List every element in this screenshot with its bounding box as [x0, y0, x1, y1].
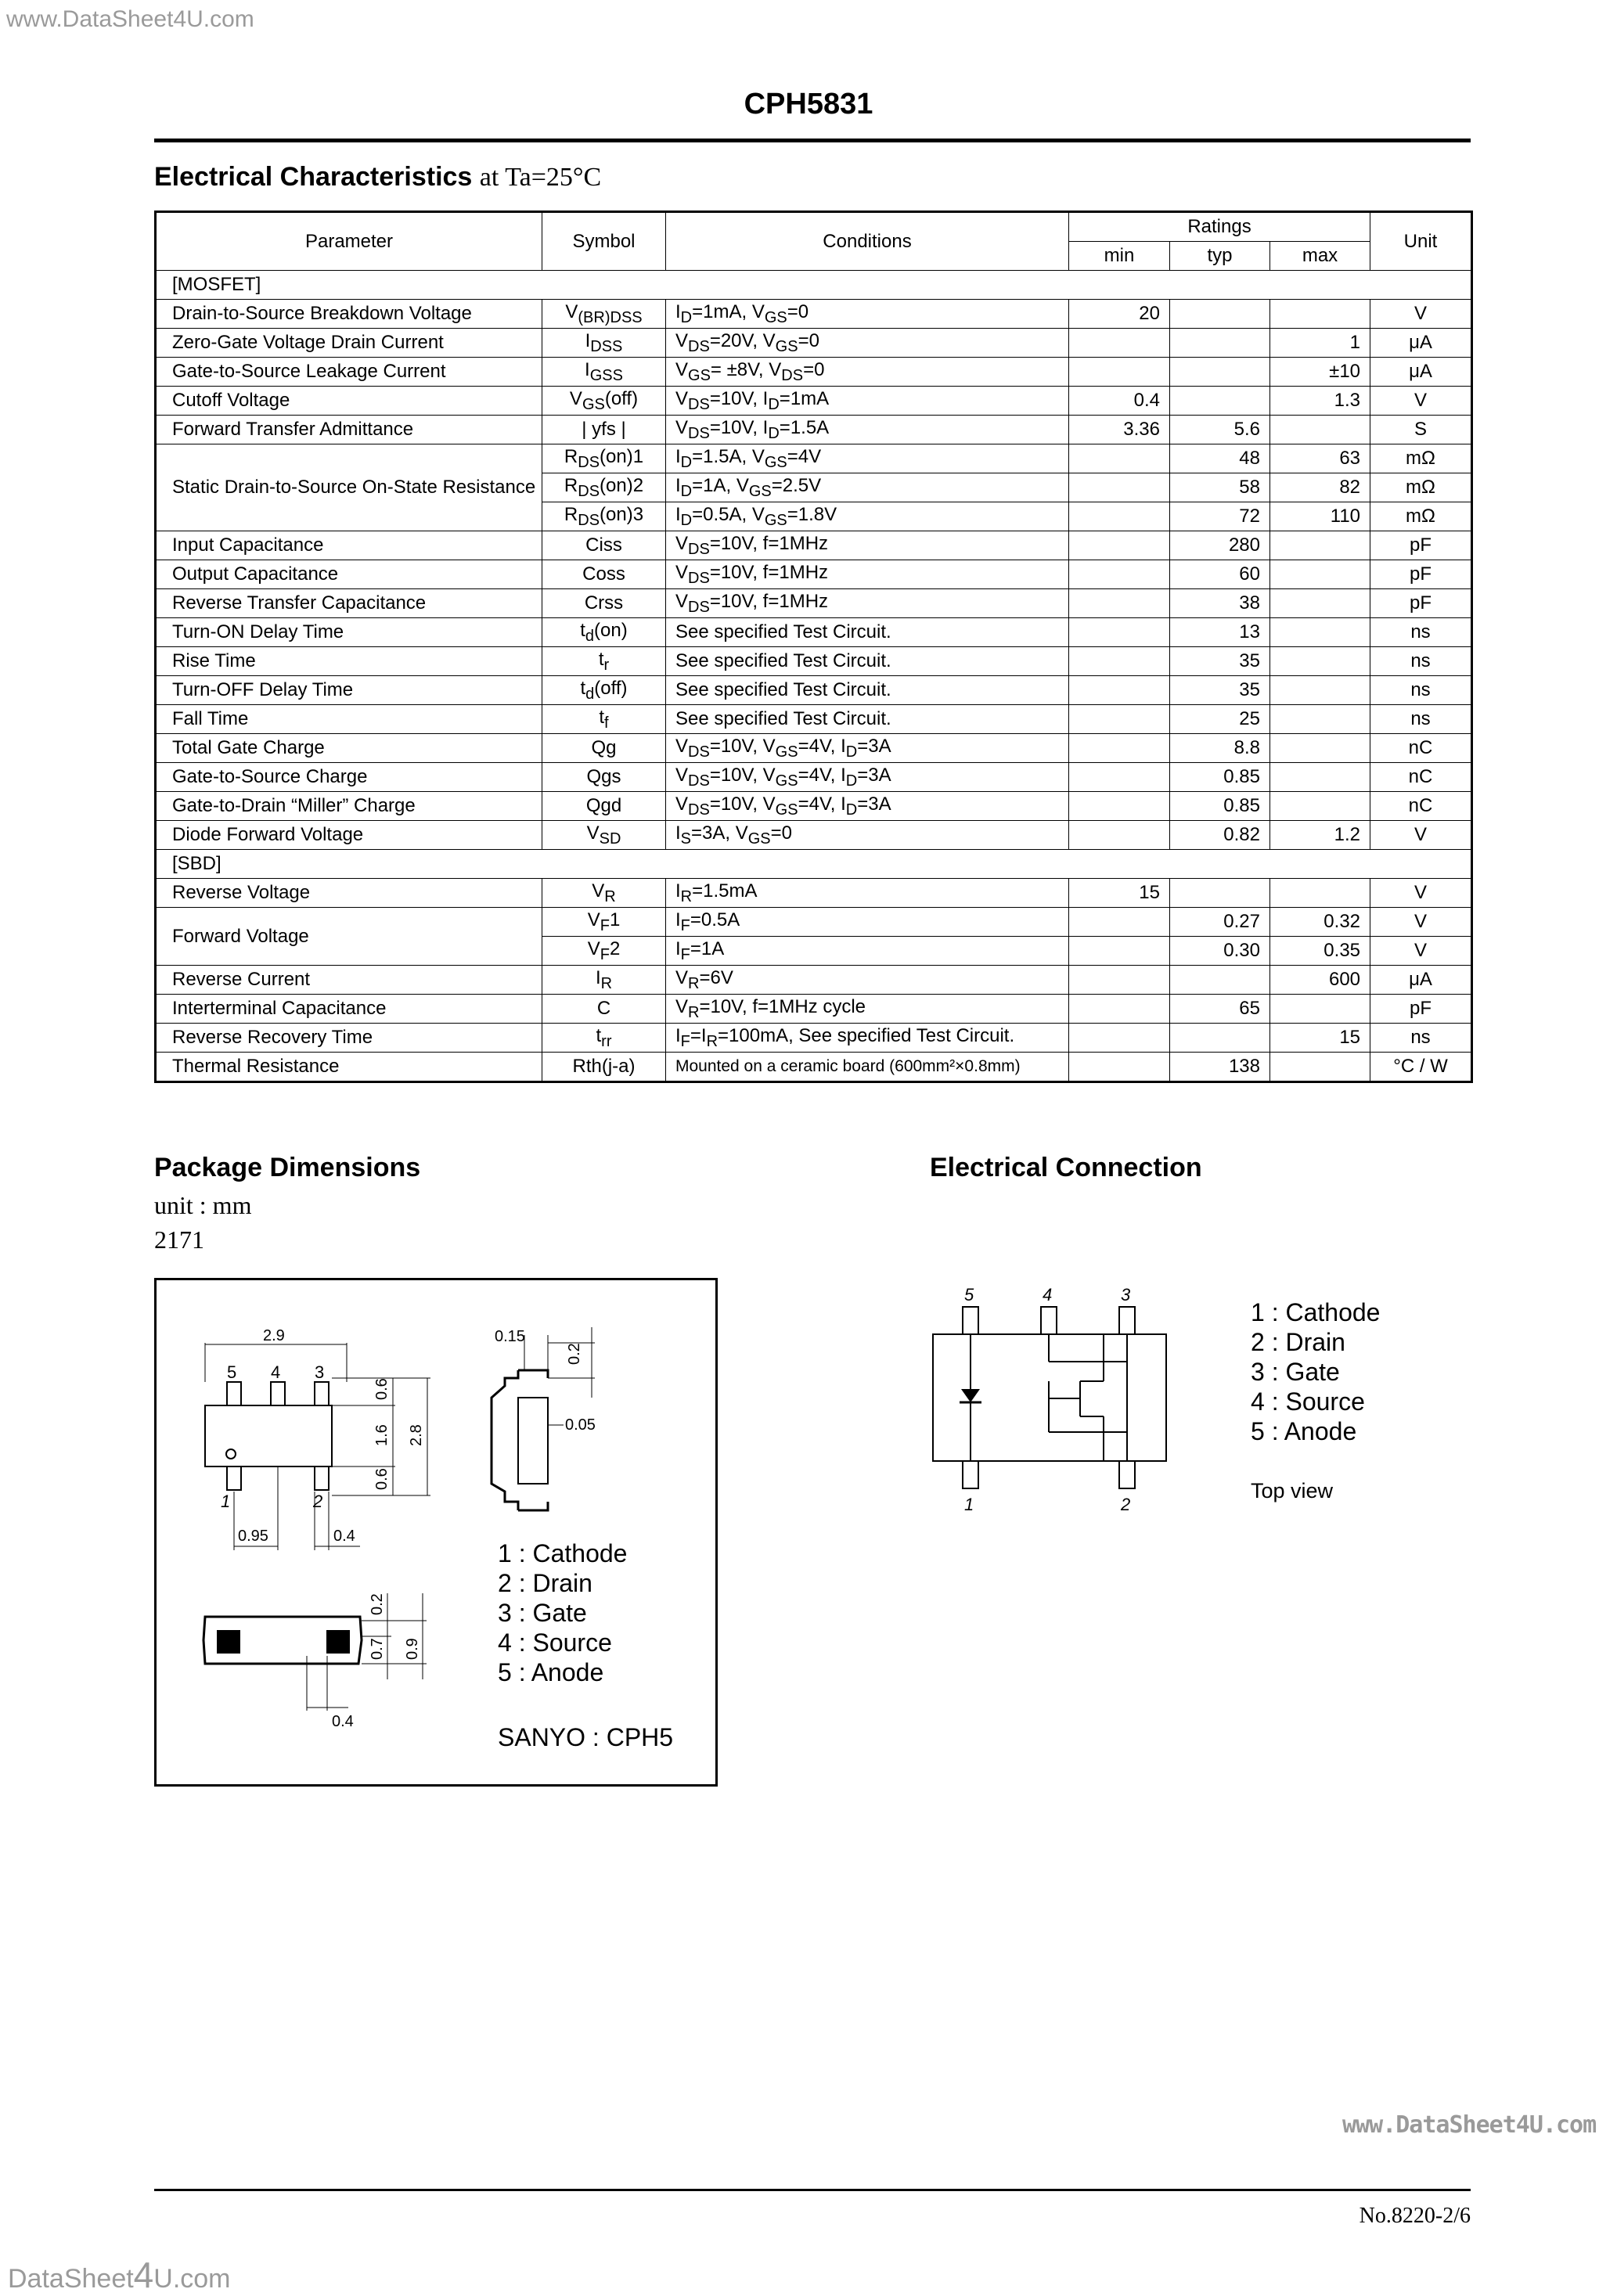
- min-cell: [1069, 473, 1170, 502]
- dim-2-9: 2.9: [263, 1327, 285, 1344]
- condition-cell: $V_{DS}=20V$, $V_{GS}=0$: [666, 329, 1069, 358]
- typ-cell: 0.82: [1170, 821, 1270, 850]
- condition-cell: $I_D=1mA$, $V_{GS}=0$: [666, 300, 1069, 329]
- package-pin-legend: [498, 1538, 627, 1687]
- symbol-cell: $t_f$: [542, 705, 666, 734]
- param-cell: Thermal Resistance: [156, 1053, 542, 1082]
- page-number: No.8220-2/6: [1359, 2204, 1471, 2228]
- package-maker: SANYO : CPH5: [498, 1723, 674, 1751]
- pkg-pin-2: 2: [313, 1492, 323, 1511]
- typ-cell: 0.27: [1170, 908, 1270, 937]
- table-row: [156, 329, 1472, 358]
- unit-cell: nC: [1370, 763, 1472, 792]
- condition-cell: See specified Test Circuit.: [666, 705, 1069, 734]
- dim-1-6: 1.6: [373, 1424, 391, 1446]
- max-cell: 0.35: [1270, 937, 1370, 966]
- table-row: [156, 300, 1472, 329]
- table-row: [156, 705, 1472, 734]
- condition-cell: $V_R=6V$: [666, 966, 1069, 995]
- condition-cell: See specified Test Circuit.: [666, 676, 1069, 705]
- conn-pin-1: 1: [964, 1495, 974, 1514]
- col-parameter: Parameter: [156, 212, 542, 271]
- symbol-cell: Qgd: [542, 792, 666, 821]
- col-min: min: [1069, 242, 1170, 271]
- min-cell: [1069, 589, 1170, 618]
- connection-pin-legend: [1251, 1297, 1380, 1446]
- legend-item: 4 : Source: [498, 1628, 612, 1657]
- symbol-cell: C: [542, 995, 666, 1024]
- max-cell: 82: [1270, 473, 1370, 502]
- min-cell: [1069, 329, 1170, 358]
- param-cell: Forward Voltage: [156, 908, 542, 966]
- unit-cell: mΩ: [1370, 444, 1472, 473]
- condition-cell: $V_{DS}=10V$, f=1MHz: [666, 531, 1069, 560]
- typ-cell: 13: [1170, 618, 1270, 647]
- table-header-row: [156, 212, 1472, 242]
- table-row: [156, 676, 1472, 705]
- dim-0-15: 0.15: [495, 1328, 525, 1345]
- symbol-cell: Qgs: [542, 763, 666, 792]
- footer-rule: [154, 2189, 1471, 2191]
- max-cell: [1270, 734, 1370, 763]
- electrical-connection-title: Electrical Connection: [930, 1153, 1202, 1182]
- max-cell: [1270, 1053, 1370, 1082]
- param-cell: Reverse Current: [156, 966, 542, 995]
- unit-cell: pF: [1370, 560, 1472, 589]
- max-cell: [1270, 300, 1370, 329]
- symbol-cell: Rth(j-a): [542, 1053, 666, 1082]
- section-mosfet: [MOSFET]: [156, 271, 1472, 300]
- symbol-cell: Coss: [542, 560, 666, 589]
- table-row: [156, 560, 1472, 589]
- typ-cell: 8.8: [1170, 734, 1270, 763]
- ec-title: Electrical Characteristics: [154, 162, 473, 192]
- col-ratings: Ratings: [1069, 212, 1370, 242]
- condition-cell: $I_D=1.5A$, $V_{GS}=4V$: [666, 444, 1069, 473]
- legend-item: 1 : Cathode: [498, 1539, 628, 1567]
- symbol-cell: $V_F1$: [542, 908, 666, 937]
- pkg-pin-3: 3: [315, 1362, 325, 1382]
- param-cell: Gate-to-Source Charge: [156, 763, 542, 792]
- condition-cell: $V_{DS}=10V$, $I_D=1.5A$: [666, 416, 1069, 444]
- table-row: [156, 618, 1472, 647]
- package-drawing: [157, 1280, 720, 1789]
- col-symbol: Symbol: [542, 212, 666, 271]
- table-row: [156, 1053, 1472, 1082]
- min-cell: [1069, 763, 1170, 792]
- max-cell: [1270, 995, 1370, 1024]
- max-cell: [1270, 531, 1370, 560]
- symbol-cell: $V_{SD}$: [542, 821, 666, 850]
- legend-item: 1 : Cathode: [1251, 1298, 1381, 1326]
- typ-cell: 65: [1170, 995, 1270, 1024]
- legend-item: 2 : Drain: [1251, 1328, 1345, 1356]
- max-cell: [1270, 879, 1370, 908]
- document-title: CPH5831: [744, 88, 873, 121]
- symbol-cell: $V_{(BR)DSS}$: [542, 300, 666, 329]
- min-cell: [1069, 792, 1170, 821]
- unit-cell: V: [1370, 387, 1472, 416]
- symbol-cell: $V_R$: [542, 879, 666, 908]
- condition-cell: See specified Test Circuit.: [666, 647, 1069, 676]
- condition-cell: Mounted on a ceramic board (600mm²×0.8mm): [666, 1053, 1069, 1082]
- legend-item: 2 : Drain: [498, 1569, 592, 1597]
- max-cell: 63: [1270, 444, 1370, 473]
- unit-cell: mΩ: [1370, 502, 1472, 531]
- condition-cell: $I_F=I_R=100mA$, See specified Test Circuit.: [666, 1024, 1069, 1053]
- max-cell: [1270, 763, 1370, 792]
- param-cell: Reverse Recovery Time: [156, 1024, 542, 1053]
- dim-2-8: 2.8: [408, 1424, 425, 1446]
- dim-0-9: 0.9: [404, 1638, 421, 1660]
- diode-icon: [960, 1389, 981, 1402]
- header-rule: [154, 139, 1471, 142]
- param-cell: Gate-to-Drain “Miller” Charge: [156, 792, 542, 821]
- unit-cell: °C / W: [1370, 1053, 1472, 1082]
- table-row: [156, 647, 1472, 676]
- max-cell: [1270, 792, 1370, 821]
- condition-cell: $I_D=0.5A$, $V_{GS}=1.8V$: [666, 502, 1069, 531]
- symbol-cell: Crss: [542, 589, 666, 618]
- max-cell: ±10: [1270, 358, 1370, 387]
- min-cell: [1069, 531, 1170, 560]
- col-typ: typ: [1170, 242, 1270, 271]
- min-cell: [1069, 705, 1170, 734]
- dim-0-6-top: 0.6: [373, 1378, 391, 1400]
- param-cell: Total Gate Charge: [156, 734, 542, 763]
- pkg-pin-1: 1: [221, 1492, 231, 1511]
- section-row: [156, 850, 1472, 879]
- symbol-cell: $R_{DS}(on)3$: [542, 502, 666, 531]
- min-cell: [1069, 647, 1170, 676]
- symbol-cell: $t_d(off)$: [542, 676, 666, 705]
- condition-cell: $V_R=10V$, f=1MHz cycle: [666, 995, 1069, 1024]
- param-cell: Gate-to-Source Leakage Current: [156, 358, 542, 387]
- dim-0-4-end: 0.4: [332, 1713, 354, 1730]
- typ-cell: 138: [1170, 1053, 1270, 1082]
- max-cell: [1270, 560, 1370, 589]
- unit-cell: ns: [1370, 647, 1472, 676]
- watermark-bottom: DataSheet4U.com: [8, 2255, 231, 2295]
- param-cell: Cutoff Voltage: [156, 387, 542, 416]
- package-dimensions-title: Package Dimensions: [154, 1153, 421, 1182]
- condition-cell: $V_{DS}=10V$, $V_{GS}=4V$, $I_D=3A$: [666, 763, 1069, 792]
- min-cell: 20: [1069, 300, 1170, 329]
- typ-cell: [1170, 879, 1270, 908]
- unit-cell: V: [1370, 821, 1472, 850]
- table-row: [156, 763, 1472, 792]
- package-drawing-box: [154, 1278, 718, 1787]
- typ-cell: 35: [1170, 676, 1270, 705]
- min-cell: [1069, 995, 1170, 1024]
- symbol-cell: Qg: [542, 734, 666, 763]
- table-row: [156, 387, 1472, 416]
- max-cell: 600: [1270, 966, 1370, 995]
- typ-cell: 60: [1170, 560, 1270, 589]
- package-unit: unit : mm: [154, 1191, 252, 1219]
- typ-cell: 38: [1170, 589, 1270, 618]
- typ-cell: [1170, 358, 1270, 387]
- min-cell: [1069, 1024, 1170, 1053]
- condition-cell: $V_{DS}=10V$, f=1MHz: [666, 589, 1069, 618]
- max-cell: [1270, 705, 1370, 734]
- condition-cell: $V_{DS}=10V$, $V_{GS}=4V$, $I_D=3A$: [666, 734, 1069, 763]
- max-cell: [1270, 618, 1370, 647]
- dim-0-05: 0.05: [565, 1416, 596, 1434]
- unit-cell: S: [1370, 416, 1472, 444]
- param-cell: Forward Transfer Admittance: [156, 416, 542, 444]
- typ-cell: 5.6: [1170, 416, 1270, 444]
- legend-item: 3 : Gate: [1251, 1358, 1340, 1386]
- symbol-cell: $I_{DSS}$: [542, 329, 666, 358]
- condition-cell: $I_D=1A$, $V_{GS}=2.5V$: [666, 473, 1069, 502]
- unit-cell: pF: [1370, 589, 1472, 618]
- table-row: [156, 792, 1472, 821]
- unit-cell: μA: [1370, 329, 1472, 358]
- table-row: [156, 589, 1472, 618]
- dim-0-95: 0.95: [238, 1528, 268, 1545]
- ec-subtitle: at Ta=25°C: [479, 163, 602, 192]
- condition-cell: $V_{GS}= \pm 8V$, $V_{DS}=0$: [666, 358, 1069, 387]
- min-cell: [1069, 966, 1170, 995]
- min-cell: [1069, 821, 1170, 850]
- param-cell: Turn-OFF Delay Time: [156, 676, 542, 705]
- unit-cell: V: [1370, 879, 1472, 908]
- legend-item: 5 : Anode: [1251, 1417, 1357, 1445]
- unit-cell: nC: [1370, 792, 1472, 821]
- typ-cell: 48: [1170, 444, 1270, 473]
- min-cell: [1069, 1053, 1170, 1082]
- max-cell: [1270, 416, 1370, 444]
- col-unit: Unit: [1370, 212, 1472, 271]
- min-cell: 0.4: [1069, 387, 1170, 416]
- legend-item: 4 : Source: [1251, 1387, 1365, 1416]
- table-row: [156, 821, 1472, 850]
- table-row: [156, 734, 1472, 763]
- max-cell: [1270, 647, 1370, 676]
- conn-pin-3: 3: [1121, 1285, 1131, 1305]
- table-row: [156, 908, 1472, 937]
- symbol-cell: Ciss: [542, 531, 666, 560]
- table-row: [156, 966, 1472, 995]
- typ-cell: 58: [1170, 473, 1270, 502]
- col-max: max: [1270, 242, 1370, 271]
- table-row: [156, 358, 1472, 387]
- unit-cell: nC: [1370, 734, 1472, 763]
- pkg-pin-4: 4: [271, 1362, 281, 1382]
- symbol-cell: $R_{DS}(on)1$: [542, 444, 666, 473]
- unit-cell: μA: [1370, 966, 1472, 995]
- typ-cell: 0.30: [1170, 937, 1270, 966]
- unit-cell: ns: [1370, 676, 1472, 705]
- condition-cell: $I_F=0.5A$: [666, 908, 1069, 937]
- table-row: [156, 879, 1472, 908]
- typ-cell: 35: [1170, 647, 1270, 676]
- unit-cell: V: [1370, 300, 1472, 329]
- section-sbd: [SBD]: [156, 850, 1472, 879]
- max-cell: [1270, 589, 1370, 618]
- dim-0-2-end: 0.2: [369, 1593, 386, 1615]
- conn-pin-2: 2: [1121, 1495, 1131, 1514]
- min-cell: [1069, 444, 1170, 473]
- symbol-cell: $t_d(on)$: [542, 618, 666, 647]
- legend-item: 3 : Gate: [498, 1599, 587, 1627]
- max-cell: 0.32: [1270, 908, 1370, 937]
- symbol-cell: $t_{rr}$: [542, 1024, 666, 1053]
- symbol-cell: $t_r$: [542, 647, 666, 676]
- condition-cell: $I_F=1A$: [666, 937, 1069, 966]
- unit-cell: mΩ: [1370, 473, 1472, 502]
- dim-0-4-top: 0.4: [333, 1528, 355, 1545]
- unit-cell: ns: [1370, 1024, 1472, 1053]
- min-cell: [1069, 908, 1170, 937]
- watermark-right: www.DataSheet4U.com: [1342, 2111, 1597, 2139]
- unit-cell: ns: [1370, 618, 1472, 647]
- min-cell: 15: [1069, 879, 1170, 908]
- min-cell: [1069, 502, 1170, 531]
- min-cell: [1069, 618, 1170, 647]
- conn-pin-4: 4: [1043, 1285, 1053, 1305]
- max-cell: 1: [1270, 329, 1370, 358]
- param-cell: Fall Time: [156, 705, 542, 734]
- symbol-cell: $I_{GSS}$: [542, 358, 666, 387]
- typ-cell: 25: [1170, 705, 1270, 734]
- pkg-pin-5: 5: [227, 1362, 237, 1382]
- conn-pin-5: 5: [964, 1285, 974, 1305]
- table-row: [156, 416, 1472, 444]
- typ-cell: [1170, 1024, 1270, 1053]
- max-cell: 15: [1270, 1024, 1370, 1053]
- unit-cell: pF: [1370, 995, 1472, 1024]
- table-row: [156, 1024, 1472, 1053]
- symbol-cell: | yfs |: [542, 416, 666, 444]
- symbol-cell: $V_F2$: [542, 937, 666, 966]
- max-cell: 1.3: [1270, 387, 1370, 416]
- dim-0-6-bottom: 0.6: [373, 1468, 391, 1490]
- table-row: [156, 995, 1472, 1024]
- param-cell: Turn-ON Delay Time: [156, 618, 542, 647]
- condition-cell: $I_S=3A$, $V_{GS}=0$: [666, 821, 1069, 850]
- dim-0-2-side: 0.2: [566, 1343, 583, 1365]
- min-cell: [1069, 734, 1170, 763]
- symbol-cell: $V_{GS}(off)$: [542, 387, 666, 416]
- table-row: [156, 531, 1472, 560]
- ec-heading: [154, 162, 601, 193]
- legend-item: 5 : Anode: [498, 1658, 604, 1686]
- param-cell: Interterminal Capacitance: [156, 995, 542, 1024]
- typ-cell: 0.85: [1170, 763, 1270, 792]
- dim-0-7: 0.7: [369, 1638, 386, 1660]
- connection-diagram: [924, 1268, 1190, 1526]
- min-cell: [1069, 358, 1170, 387]
- package-body-top-view: [205, 1405, 332, 1466]
- symbol-cell: $R_{DS}(on)2$: [542, 473, 666, 502]
- max-cell: 1.2: [1270, 821, 1370, 850]
- condition-cell: $V_{DS}=10V$, f=1MHz: [666, 560, 1069, 589]
- symbol-cell: $I_R$: [542, 966, 666, 995]
- typ-cell: [1170, 329, 1270, 358]
- condition-cell: $I_R=1.5mA$: [666, 879, 1069, 908]
- max-cell: 110: [1270, 502, 1370, 531]
- condition-cell: See specified Test Circuit.: [666, 618, 1069, 647]
- param-cell: Input Capacitance: [156, 531, 542, 560]
- typ-cell: [1170, 300, 1270, 329]
- typ-cell: 0.85: [1170, 792, 1270, 821]
- table-row: [156, 444, 1472, 473]
- package-code: 2171: [154, 1225, 204, 1254]
- unit-cell: μA: [1370, 358, 1472, 387]
- typ-cell: 72: [1170, 502, 1270, 531]
- unit-cell: V: [1370, 937, 1472, 966]
- min-cell: [1069, 560, 1170, 589]
- min-cell: 3.36: [1069, 416, 1170, 444]
- max-cell: [1270, 676, 1370, 705]
- param-cell: Static Drain-to-Source On-State Resistance: [156, 444, 542, 531]
- param-cell: Rise Time: [156, 647, 542, 676]
- condition-cell: $V_{DS}=10V$, $V_{GS}=4V$, $I_D=3A$: [666, 792, 1069, 821]
- param-cell: Reverse Voltage: [156, 879, 542, 908]
- typ-cell: [1170, 387, 1270, 416]
- electrical-characteristics-table: [154, 211, 1473, 1083]
- condition-cell: $V_{DS}=10V$, $I_D=1mA$: [666, 387, 1069, 416]
- param-cell: Reverse Transfer Capacitance: [156, 589, 542, 618]
- typ-cell: 280: [1170, 531, 1270, 560]
- unit-cell: ns: [1370, 705, 1472, 734]
- min-cell: [1069, 676, 1170, 705]
- param-cell: Zero-Gate Voltage Drain Current: [156, 329, 542, 358]
- col-conditions: Conditions: [666, 212, 1069, 271]
- param-cell: Diode Forward Voltage: [156, 821, 542, 850]
- section-row: [156, 271, 1472, 300]
- param-cell: Drain-to-Source Breakdown Voltage: [156, 300, 542, 329]
- min-cell: [1069, 937, 1170, 966]
- typ-cell: [1170, 966, 1270, 995]
- unit-cell: V: [1370, 908, 1472, 937]
- unit-cell: pF: [1370, 531, 1472, 560]
- top-view-label: Top view: [1251, 1479, 1334, 1502]
- param-cell: Output Capacitance: [156, 560, 542, 589]
- watermark-top: www.DataSheet4U.com: [6, 6, 254, 32]
